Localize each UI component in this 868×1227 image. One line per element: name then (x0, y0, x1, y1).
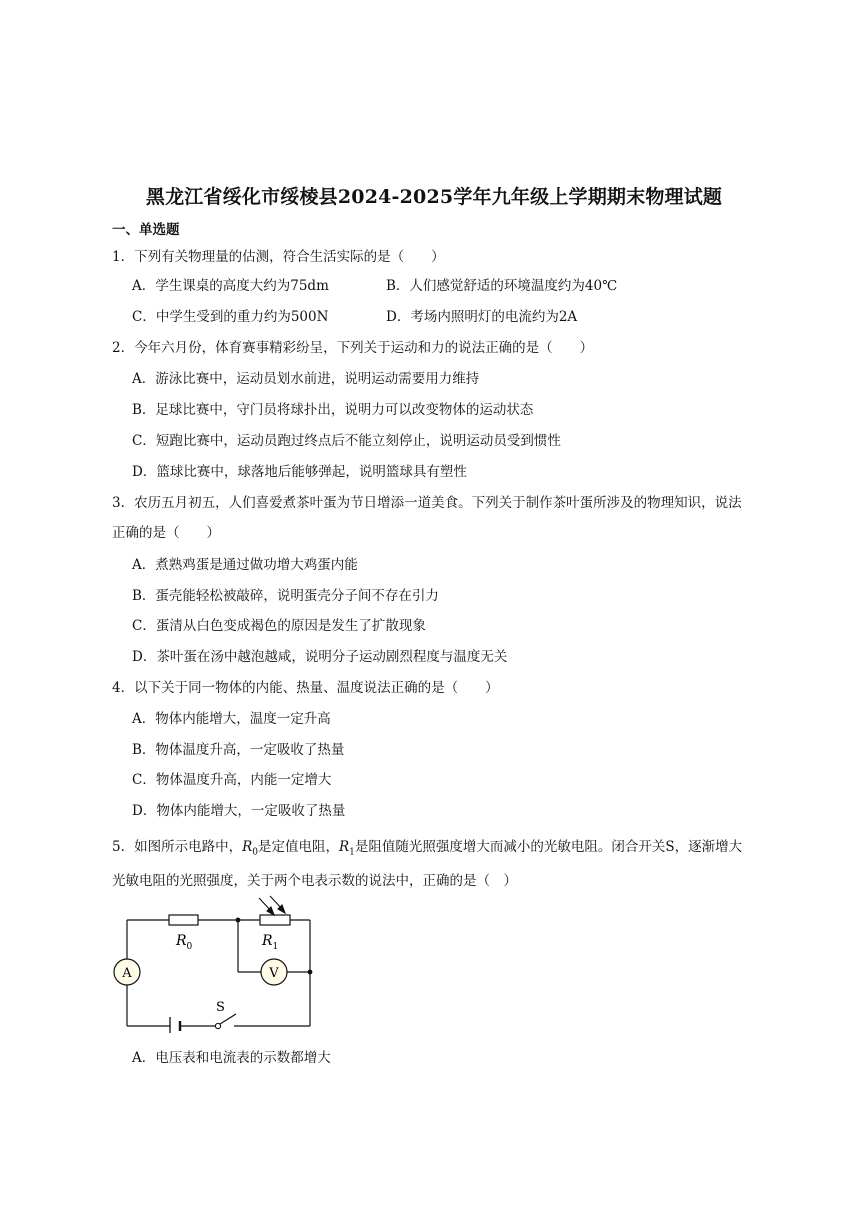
r1-label: $R_1$ (262, 933, 279, 952)
question-4-stem: 4．以下关于同一物体的内能、热量、温度说法正确的是（ ） (112, 680, 499, 696)
question-5-stem-line2: 光敏电阻的光照强度，关于两个电表示数的说法中，正确的是（ ） (112, 873, 517, 889)
light-arrows-icon (259, 896, 285, 915)
question-3-stem-line1: 3．农历五月初五，人们喜爱煮茶叶蛋为节日增添一道美食。下列关于制作茶叶蛋所涉及的物理知识，说法 (112, 495, 742, 511)
page-title: 黑龙江省绥化市绥棱县2024-2025学年九年级上学期期末物理试题 (145, 186, 723, 208)
question-4-option-b: B．物体温度升高，一定吸收了热量 (132, 742, 345, 758)
question-5-option-a: A．电压表和电流表的示数都增大 (132, 1050, 331, 1066)
question-1-option-b: B．人们感觉舒适的环境温度约为40℃ (386, 278, 618, 294)
r1-subscript: 1 (349, 847, 355, 858)
question-1-option-d: D．考场内照明灯的电流约为2A (386, 309, 578, 325)
switch-lever (220, 1014, 236, 1024)
question-5-stem-line1 (112, 835, 742, 858)
question-3-option-d: D．茶叶蛋在汤中越泡越咸，说明分子运动剧烈程度与温度无关 (132, 649, 508, 665)
junction-node-right (308, 970, 313, 975)
question-2-option-c: C．短跑比赛中，运动员跑过终点后不能立刻停止，说明运动员受到惯性 (132, 433, 561, 449)
r0-symbol: R (242, 839, 253, 855)
junction-node-top (236, 918, 241, 923)
question-5-stem-part1: 5．如图所示电路中， (112, 839, 243, 855)
r0-resistor (169, 915, 198, 925)
r0-subscript: 0 (252, 847, 258, 858)
question-1-option-a: A．学生课桌的高度大约为75dm (132, 278, 329, 294)
question-2-option-a: A．游泳比赛中，运动员划水前进，说明运动需要用力维持 (132, 371, 480, 387)
r1-photoresistor (260, 915, 290, 925)
question-2-option-d: D．篮球比赛中，球落地后能够弹起，说明篮球具有塑性 (132, 464, 467, 480)
question-5-stem-part2: 是定值电阻， (258, 839, 339, 855)
question-4-option-c: C．物体温度升高，内能一定增大 (132, 772, 332, 788)
switch-pivot (215, 1023, 220, 1028)
circuit-diagram (108, 893, 328, 1033)
question-3-option-a: A．煮熟鸡蛋是通过做功增大鸡蛋内能 (132, 557, 358, 573)
question-1-stem: 1．下列有关物理量的估测，符合生活实际的是（ ） (112, 249, 445, 265)
question-3-option-b: B．蛋壳能轻松被敲碎，说明蛋壳分子间不存在引力 (132, 588, 439, 604)
ammeter-label: A (122, 966, 132, 981)
question-3-stem-line2: 正确的是（ ） (112, 525, 220, 541)
question-2-option-b: B．足球比赛中，守门员将球扑出，说明力可以改变物体的运动状态 (132, 402, 534, 418)
question-3-option-c: C．蛋清从白色变成褐色的原因是发生了扩散现象 (132, 618, 426, 634)
question-1-option-c: C．中学生受到的重力约为500N (132, 309, 329, 325)
question-5-stem-part3: 是阻值随光照强度增大而减小的光敏电阻。闭合开关S，逐渐增大 (354, 839, 743, 855)
voltmeter-label: V (269, 966, 279, 981)
question-4-option-d: D．物体内能增大，一定吸收了热量 (132, 803, 346, 819)
r1-symbol: R (339, 839, 350, 855)
section-heading: 一、单选题 (112, 222, 180, 238)
switch-label: S (216, 1000, 225, 1015)
r0-label: $R_0$ (176, 933, 193, 952)
question-2-stem: 2．今年六月份，体育赛事精彩纷呈，下列关于运动和力的说法正确的是（ ） (112, 340, 594, 356)
question-4-option-a: A．物体内能增大，温度一定升高 (132, 711, 331, 727)
